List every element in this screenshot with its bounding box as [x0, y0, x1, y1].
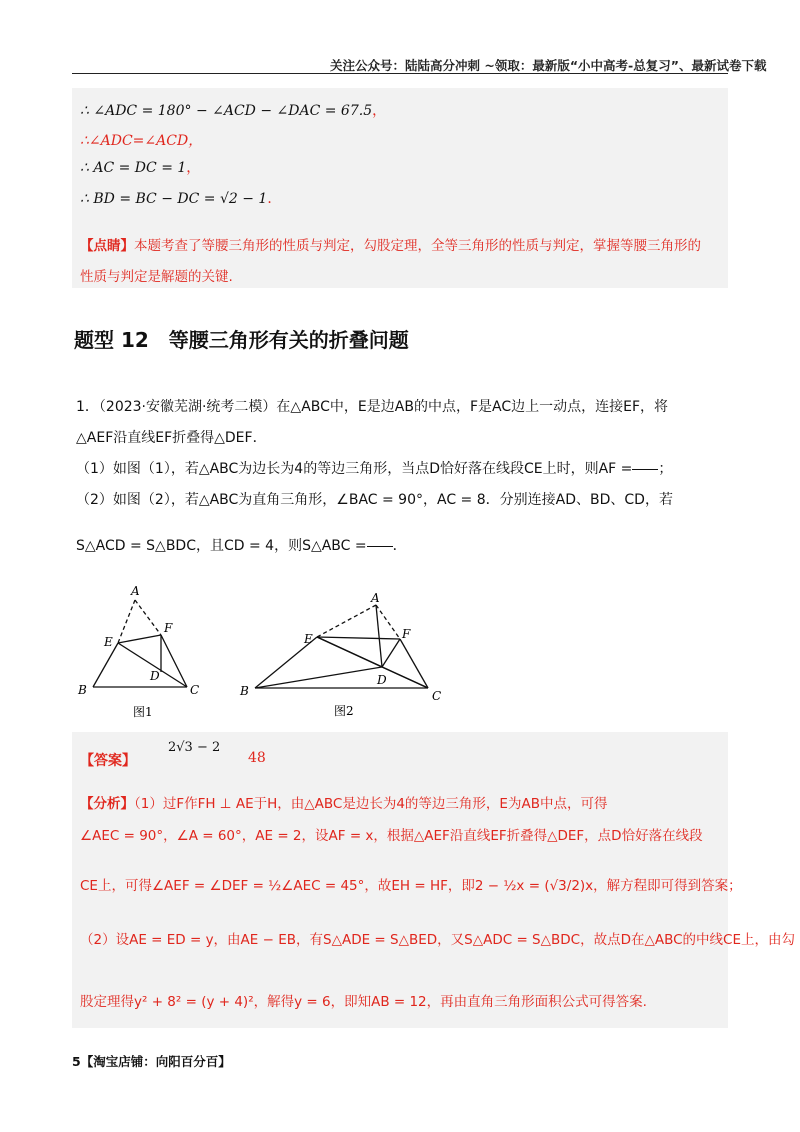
- fig2-seg-FC: [400, 639, 428, 688]
- solution-line-3: ∴ AC = DC = 1，: [80, 160, 201, 176]
- fig2-seg-AD: [376, 605, 382, 667]
- fig1-label-E: E: [104, 635, 113, 649]
- analysis-line-5: 股定理得y² + 8² = (y + 4)²，解得y = 6，即知AB = 12，再由直角三角形面积公式可得答案.: [80, 994, 647, 1010]
- fig2-seg-EF: [317, 637, 400, 639]
- question-line-5: S△ACD = S△BDC，且CD = 4，则S△ABC = ．: [76, 538, 407, 554]
- fig1-label-B: B: [78, 683, 87, 697]
- fig1-caption: 图1: [133, 705, 153, 719]
- fig1-label-F: F: [164, 621, 173, 635]
- fig2-seg-AE: [317, 605, 376, 637]
- fig1-side-EB: [93, 643, 118, 687]
- figure-2: [230, 588, 460, 718]
- fig1-side-AB-upper: [118, 600, 135, 643]
- answer-blank-1: [632, 468, 658, 470]
- solution-line-1: ∴ ∠ADC = 180° − ∠ACD − ∠DAC = 67.5，: [80, 103, 387, 119]
- page-header: 关注公众号：陆陆高分冲刺 ~领取：最新版“小中高考-总复习”、最新试卷下载: [330, 58, 767, 73]
- fig1-label-D: D: [150, 669, 160, 683]
- solution-line-4: ∴ BD = BC − DC = √2 − 1．: [80, 191, 282, 207]
- fig1-label-A: A: [131, 584, 140, 598]
- page-footer: 5【淘宝店铺：向阳百分百】: [72, 1054, 231, 1069]
- fig2-seg-EC: [317, 637, 428, 688]
- fig2-label-F: F: [402, 627, 411, 641]
- solution-line-2: ∴∠ADC=∠ACD，: [80, 133, 203, 149]
- comment-line-1: 【点睛】本题考查了等腰三角形的性质与判定，勾股定理，全等三角形的性质与判定，掌握等腰三角形的: [80, 238, 701, 254]
- question-line-1: 1．（2023·安徽芜湖·统考二模）在△ABC中，E是边AB的中点，F是AC边上一动点，连接EF，将: [76, 399, 668, 415]
- fig2-seg-BD: [255, 667, 382, 688]
- analysis-line-4: （2）设AE = ED = y，由AE − EB，有S△ADE = S△BED，又S△ADC = S△BDC，故点D在△ABC的中线CE上，由勾: [80, 932, 796, 948]
- fig2-seg-AF: [376, 605, 400, 639]
- figure-1: [70, 580, 250, 720]
- comment-line-2: 性质与判定是解题的关键.: [80, 269, 233, 285]
- analysis-line-3: CE上，可得∠AEF = ∠DEF = ½∠AEC = 45°，故EH = HF，即2 − ½x = (√3/2)x，解方程即可得到答案；: [80, 878, 742, 894]
- answer-label: 【答案】: [80, 753, 136, 769]
- answer-value-2: 48: [248, 750, 266, 766]
- question-line-4: （2）如图（2），若△ABC为直角三角形，∠BAC = 90°，AC = 8．分别连接AD、BD、CD，若: [76, 492, 673, 508]
- fig1-label-C: C: [190, 683, 200, 697]
- answer-value-1: 2√3 − 2: [168, 740, 221, 755]
- fig2-label-D: D: [377, 673, 387, 687]
- fig1-side-AC-upper: [135, 600, 161, 635]
- fig2-label-B: B: [240, 684, 249, 698]
- fig2-seg-FD: [382, 639, 400, 667]
- analysis-line-1: 【分析】（1）过F作FH ⊥ AE于H，由△ABC是边长为4的等边三角形，E为AB中点，可得: [80, 796, 608, 812]
- fig2-label-A: A: [371, 591, 380, 605]
- question-line-2: △AEF沿直线EF折叠得△DEF．: [76, 430, 267, 446]
- fig2-label-E: E: [304, 632, 313, 646]
- question-line-3: （1）如图（1），若△ABC为边长为4的等边三角形，当点D恰好落在线段CE上时，则AF = ；: [76, 461, 673, 477]
- fig1-seg-EF: [118, 635, 161, 643]
- section-title: 题型 12 等腰三角形有关的折叠问题: [74, 328, 409, 352]
- fig2-label-C: C: [432, 689, 442, 703]
- answer-blank-2: [367, 545, 393, 547]
- analysis-line-2: ∠AEC = 90°，∠A = 60°，AE = 2，设AF = x，根据△AEF沿直线EF折叠得△DEF，点D恰好落在线段: [80, 828, 703, 844]
- fig2-caption: 图2: [334, 704, 354, 718]
- header-divider: [72, 73, 728, 74]
